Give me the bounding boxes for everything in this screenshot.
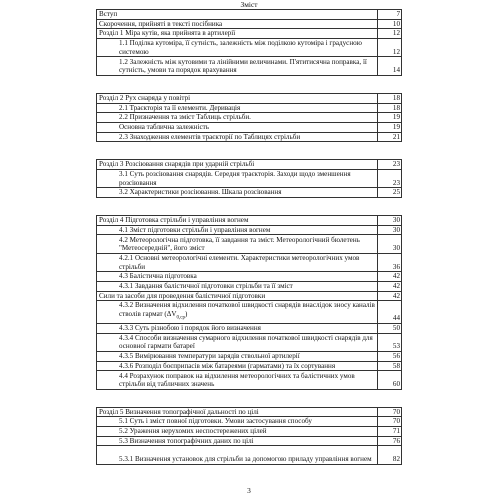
toc-entry-text: 3.2 Характеристики розсіювання. Шкала розсіювання xyxy=(97,188,378,198)
toc-entry-text: 3.1 Суть розсіювання снарядів. Середня траєкторія. Заходи щодо зменшення розсіювання xyxy=(97,169,378,187)
toc-entry-text: 5.2 Ураження нерухомих неспостережених цілей xyxy=(97,427,378,437)
toc-entry-page: 23 xyxy=(378,169,402,187)
toc-entry-text: Скорочення, прийняті в тексті посібника xyxy=(97,19,378,29)
toc-row xyxy=(97,93,402,103)
toc-entry-page: 30 xyxy=(378,235,402,253)
toc-entry-text: Вступ xyxy=(97,10,378,20)
toc-row xyxy=(97,351,402,361)
toc-entry-text: 2.2 Призначення та зміст Таблиць стрільби. xyxy=(97,113,378,123)
formula-subscript: 0,ср xyxy=(176,315,185,321)
toc-entry-text: Розділ 3 Розсіювання снарядів при ударній стрільбі xyxy=(97,160,378,170)
toc-row xyxy=(97,235,402,253)
toc-entry-page: 19 xyxy=(378,122,402,132)
toc-entry-page: 25 xyxy=(378,188,402,198)
page-number: 3 xyxy=(247,486,251,495)
toc-entry-page: 18 xyxy=(378,93,402,103)
toc-entry-text: 4.2.1 Основні метеорологічні елементи. Характеристики метеорологічних умов стрільби xyxy=(97,253,378,271)
toc-row xyxy=(97,446,402,464)
toc-row xyxy=(97,216,402,226)
toc-row xyxy=(97,113,402,123)
toc-entry-page: 44 xyxy=(378,301,402,324)
toc-row xyxy=(97,57,402,75)
toc-entry-text: 4.1 Зміст підготовки стрільби і управління вогнем xyxy=(97,225,378,235)
toc-entry-page: 19 xyxy=(378,113,402,123)
toc-row xyxy=(97,225,402,235)
toc-row xyxy=(97,253,402,271)
toc-entry-page: 42 xyxy=(378,281,402,291)
toc-row xyxy=(97,188,402,198)
toc-row xyxy=(97,122,402,132)
toc-row xyxy=(97,29,402,39)
toc-row xyxy=(97,160,402,170)
toc-entry-page: 70 xyxy=(378,407,402,417)
toc-entry-page: 76 xyxy=(378,436,402,446)
toc-row xyxy=(97,407,402,417)
toc-entry-text-main: 4.3.2 Визначення відхилення початкової швидкості снарядів внаслідок зносу каналів стволів гармат xyxy=(119,301,375,318)
toc-entry-text: 4.2 Метеорологічна підготовка, її завдання та зміст. Метеорологічний бюлетень "Метеосередній", його зміст xyxy=(97,235,378,253)
toc-entry-text: Розділ 4 Підготовка стрільби і управління вогнем xyxy=(97,216,378,226)
toc-entry-page: 30 xyxy=(378,225,402,235)
toc-entry-text: Сили та засоби для проведення балістичної підготовки xyxy=(97,291,378,301)
toc-row xyxy=(97,361,402,371)
toc-entry-page: 12 xyxy=(378,29,402,39)
toc-entry-page: 36 xyxy=(378,253,402,271)
toc-entry-text: 4.3.3 Суть різнобою і порядок його визначення xyxy=(97,323,378,333)
toc-entry-text xyxy=(97,301,378,324)
toc-row xyxy=(97,272,402,282)
toc-entry-page: 42 xyxy=(378,272,402,282)
toc-row xyxy=(97,333,402,351)
toc-entry-text: 1.2 Залежність між кутовими та лінійними величинами. П'ятитисячна поправка, її сутність, умови та порядок врахування xyxy=(97,57,378,75)
toc-row xyxy=(97,281,402,291)
toc-entry-text: 2.1 Траєкторія та її елементи. Деривація xyxy=(97,103,378,113)
toc-row xyxy=(97,291,402,301)
toc-entry-text: Основна таблична залежність xyxy=(97,122,378,132)
toc-entry-page: 30 xyxy=(378,216,402,226)
page-title: Зміст xyxy=(240,0,258,9)
toc-entry-page: 58 xyxy=(378,361,402,371)
toc-spacer xyxy=(97,142,402,160)
toc-row xyxy=(97,323,402,333)
toc-entry-text: 5.3.1 Визначення установок для стрільби за допомогою приладу управління вогнем xyxy=(97,446,378,464)
toc-entry-text: 5.3 Визначення топографічних даних по цілі xyxy=(97,436,378,446)
formula-suffix: ) xyxy=(184,309,188,318)
toc-row xyxy=(97,103,402,113)
formula-prefix: (ΔV xyxy=(164,309,177,318)
toc-entry-page: 21 xyxy=(378,132,402,142)
toc-entry-page: 50 xyxy=(378,323,402,333)
toc-entry-page: 10 xyxy=(378,19,402,29)
toc-entry-page: 60 xyxy=(378,371,402,389)
toc-entry-text: 4.3.5 Вимірювання температури зарядів ствольної артилерії xyxy=(97,351,378,361)
toc-entry-page: 53 xyxy=(378,333,402,351)
toc-row xyxy=(97,301,402,324)
toc-row xyxy=(97,169,402,187)
toc-row xyxy=(97,19,402,29)
toc-row xyxy=(97,10,402,20)
toc-entry-page: 18 xyxy=(378,103,402,113)
toc-entry-text: 1.1 Поділка кутоміра, її сутність, залежність між поділкою кутоміра і градусною системою xyxy=(97,39,378,57)
toc-row xyxy=(97,371,402,389)
toc-entry-page: 56 xyxy=(378,351,402,361)
toc-entry-page: 7 xyxy=(378,10,402,20)
toc-entry-page: 71 xyxy=(378,427,402,437)
toc-entry-text: 4.3 Балістична підготовка xyxy=(97,272,378,282)
toc-row xyxy=(97,417,402,427)
toc-spacer xyxy=(97,389,402,407)
toc-entry-page: 14 xyxy=(378,57,402,75)
toc-entry-text: Розділ 2 Рух снаряда у повітрі xyxy=(97,93,378,103)
toc-entry-text: 4.3.4 Способи визначення сумарного відхилення початкової швидкості снарядів для основної гармати батареї xyxy=(97,333,378,351)
toc-entry-page: 42 xyxy=(378,291,402,301)
toc-entry-text: 2.3 Знаходження елементів траєкторії по Таблицях стрільби xyxy=(97,132,378,142)
toc-entry-text: 4.3.6 Розподіл боєприпасів між батареями (гарматами) та їх сортування xyxy=(97,361,378,371)
toc-entry-text: 5.1 Суть і зміст повної підготовки. Умови застосування способу xyxy=(97,417,378,427)
toc-entry-page: 23 xyxy=(378,160,402,170)
toc-entry-page: 12 xyxy=(378,39,402,57)
document-page xyxy=(96,0,402,500)
table-of-contents xyxy=(96,9,402,465)
toc-row xyxy=(97,132,402,142)
toc-row xyxy=(97,427,402,437)
toc-entry-text: Розділ 1 Міра кутів, яка прийнята в артилерії xyxy=(97,29,378,39)
toc-entry-text: 4.3.1 Завдання балістичної підготовки стрільби та її зміст xyxy=(97,281,378,291)
toc-spacer xyxy=(97,198,402,216)
toc-row xyxy=(97,436,402,446)
toc-entry-page: 82 xyxy=(378,446,402,464)
toc-entry-page: 70 xyxy=(378,417,402,427)
toc-spacer xyxy=(97,75,402,93)
toc-entry-text: Розділ 5 Визначення топографічної дальності по цілі xyxy=(97,407,378,417)
toc-row xyxy=(97,39,402,57)
toc-entry-text: 4.4 Розрахунок поправок на відхилення метеорологічних та балістичних умов стрільби від табличних значень xyxy=(97,371,378,389)
